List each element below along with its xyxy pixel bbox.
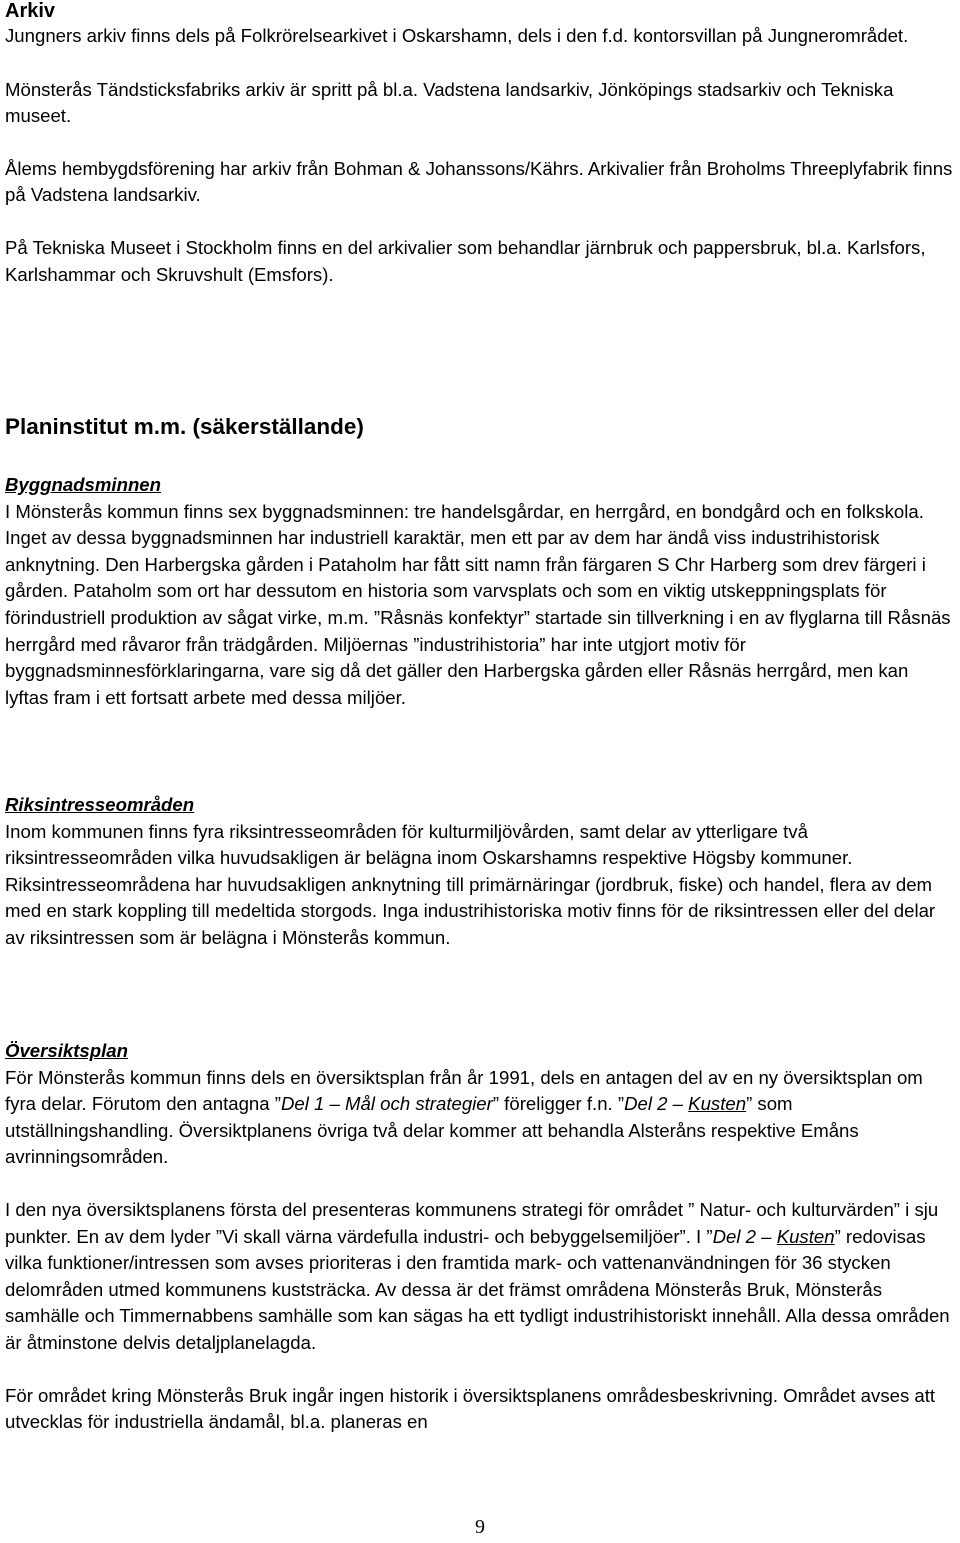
oversiktsplan-p2-italic-underline: Kusten <box>776 1225 835 1247</box>
arkiv-paragraph-3: Ålems hembygdsförening har arkiv från Bohman & Johanssons/Kährs. Arkivalier från Broholms Threeplyfabrik finns på Vadstena landsarkiv. <box>5 157 953 206</box>
arkiv-paragraph-4: På Tekniska Museet i Stockholm finns en del arkivalier som behandlar järnbruk och pappersbruk, bl.a. Karlsfors, Karlshammar och Skruvshult (Emsfors). <box>5 236 926 285</box>
arkiv-paragraph-1: Jungners arkiv finns dels på Folkrörelsearkivet i Oskarshamn, dels i den f.d. kontorsvillan på Jungnerområdet. <box>5 25 909 46</box>
oversiktsplan-p1-text-a: För Mönsterås kommun finns dels en översiktsplan från år 1991, dels en antagen del av en ny översiktsplan om fyra delar. Förutom den antagna ” <box>5 1066 923 1115</box>
oversiktsplan-p1-italic-2: Del 2 – <box>624 1093 689 1115</box>
oversiktsplan-section <box>5 1038 955 1436</box>
riksintresse-heading: Riksintresseområden <box>5 794 195 815</box>
oversiktsplan-paragraph-2 <box>5 1197 955 1357</box>
oversiktsplan-paragraph-1 <box>5 1065 955 1171</box>
riksintresse-paragraph: Inom kommunen finns fyra riksintresseområden för kulturmiljövården, samt delar av ytterligare två riksintresseområden vilka huvudsakligen är belägna inom Oskarshamns respektive Högsby kommuner. Riksintresseområdena har huvudsakligen anknytning till primärnäringar (jordbruk, fiske) och handel, flera av dem med en stark koppling till medeltida storgods. Inga industrihistoriska motiv finns för de riksintressen eller del delar av riksintressen som är belägna i Mönsterås kommun. <box>5 820 936 948</box>
arkiv-paragraph-2: Mönsterås Tändsticksfabriks arkiv är spritt på bl.a. Vadstena landsarkiv, Jönköpings stadsarkiv och Tekniska museet. <box>5 78 894 127</box>
planinstitut-section <box>5 413 955 441</box>
oversiktsplan-p1-italic-underline: Kusten <box>688 1093 747 1115</box>
oversiktsplan-p2-text-a: I den nya översiktsplanens första del presenteras kommunens strategi för området ” Natur- och kulturvärden” i sju punkter. En av dem lyder ”Vi skall värna värdefulla industri- och bebyggelsemiljöer”. I ” <box>5 1198 939 1247</box>
oversiktsplan-p2-italic-1: Del 2 – <box>712 1225 777 1247</box>
byggnadsminnen-paragraph: I Mönsterås kommun finns sex byggnadsminnen: tre handelsgårdar, en herrgård, en bondgård och en folkskola. Inget av dessa byggnadsminnen har industriell karaktär, men ett par av dem har ändå viss industrihistorisk anknytning. Den Harbergska gården i Pataholm har fått sitt namn från färgaren S Chr Harberg som drev färgeri i gården. Pataholm som ort har dessutom en historia som varvsplats och som en viktig utskeppningsplats för förindustriell produktion av sågat virke, m.m. ”Råsnäs konfektyr” startade sin tillverkning i en av flyglarna till Råsnäs herrgård med råvaror från trädgården. Miljöernas ”industrihistoria” har inte utgjort motiv för byggnadsminnesförklaringarna, vare sig då det gäller den Harbergska gården eller Råsnäs herrgård, men kan lyftas fram i ett fortsatt arbete med dessa miljöer. <box>5 500 951 708</box>
arkiv-heading: Arkiv <box>5 0 56 22</box>
arkiv-section <box>5 0 955 288</box>
oversiktsplan-p2-text-b: ” redovisas vilka funktioner/intressen som avses prioriteras i den framtida mark- och vattenanvändningen för 36 stycken delområden utmed kommunens kuststräcka. Av dessa är det främst områdena Mönsterås Bruk, Mönsterås samhälle och Timmernabbens samhälle som kan sägas ha ett tydligt industrihistoriskt innehåll. Alla dessa områden är åtminstone delvis detaljplanelagda. <box>5 1225 950 1353</box>
oversiktsplan-p1-italic-1: Del 1 – Mål och strategier <box>280 1093 493 1115</box>
oversiktsplan-heading: Översiktsplan <box>5 1040 128 1061</box>
oversiktsplan-p1-text-c: ” som utställningshandling. Översiktplanens övriga två delar kommer att behandla Alsteråns respektive Emåns avrinningsområden. <box>5 1093 859 1168</box>
oversiktsplan-p1-text-b: ” föreligger f.n. ” <box>492 1093 625 1115</box>
oversiktsplan-paragraph-3: För området kring Mönsterås Bruk ingår ingen historik i översiktsplanens områdesbeskrivning. Området avses att utvecklas för industriella ändamål, bl.a. planeras en <box>5 1384 936 1433</box>
riksintresse-section <box>5 792 955 952</box>
page-number: 9 <box>475 1516 485 1538</box>
byggnadsminnen-section <box>5 472 955 711</box>
planinstitut-heading: Planinstitut m.m. (säkerställande) <box>5 414 364 439</box>
byggnadsminnen-heading: Byggnadsminnen <box>5 474 161 495</box>
